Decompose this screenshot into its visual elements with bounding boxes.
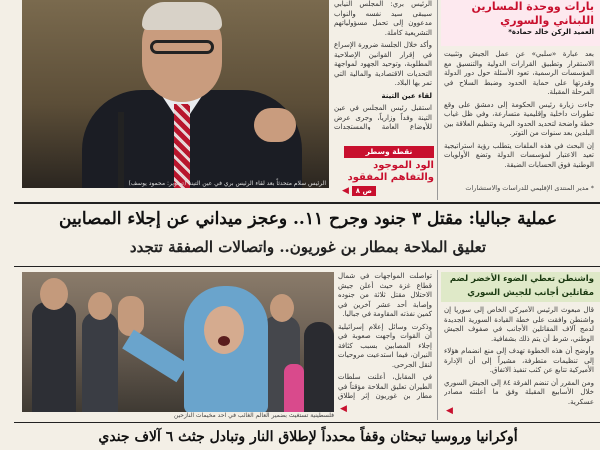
photo-figure-man bbox=[32, 302, 76, 412]
top-middle-paragraph: استقبل رئيس المجلس في عين التينة وفداً وزارياً، وجرى عرض للأوضاع العامة والمستجدات bbox=[334, 104, 432, 130]
photo-figure-face bbox=[270, 294, 294, 322]
middle-article-body bbox=[338, 272, 432, 402]
right-headline-1: واشنطن تعطي الضوء الأخضر لضم bbox=[449, 274, 594, 284]
bottom-photo bbox=[22, 272, 334, 412]
right-headline-2: مقاتلين أجانب للجيش السوري bbox=[467, 288, 594, 298]
top-right-headline-1: بارات ووحدة المسارين bbox=[471, 0, 594, 13]
top-right-paragraph: بعد عبارة «سلبي» عن عمل الجيش وتثبيت الاستقرار وتطبيق القرارات الدولية والتنسيق مع المؤسسات الرسمية، تعود الأسئلة حول دور الدولة وقدرتها على حماية الحدود وضبط السلاح في المرحلة المقبلة. bbox=[444, 50, 594, 96]
right-more-link[interactable] bbox=[446, 406, 453, 416]
bottom-headline[interactable]: أوكرانيا وروسيا تبحثان وقفاً محدداً لإطلاق النار وتبادل جثث ٦ آلاف جندي bbox=[98, 429, 518, 445]
top-photo bbox=[22, 0, 329, 188]
top-right-headline-box bbox=[441, 0, 600, 46]
section-rule bbox=[14, 422, 600, 423]
top-right-byline: العميد الركن خالد حمادة* bbox=[508, 28, 594, 36]
top-middle-subhead: لقاء عين التينة bbox=[381, 91, 432, 100]
top-right-headline-2: اللبناني والسوري bbox=[500, 14, 594, 27]
middle-paragraph: وذكرت وسائل إعلام إسرائيلية أن القوات واجهت صعوبة في إجلاء المصابين بسبب كثافة النيران، فيما استدعيت مروحيات لنقل الجرحى. bbox=[338, 322, 432, 369]
photo-figure-man bbox=[304, 322, 334, 412]
photo-figure-hand bbox=[254, 108, 296, 142]
photo-raised-hand bbox=[118, 296, 144, 336]
right-headline-box bbox=[441, 272, 600, 302]
top-photo-caption: الرئيس سلام متحدثاً بعد لقاء الرئيس بري في عين التينة (تصوير: محمود يوسف) bbox=[128, 180, 326, 187]
arrow-left-icon: ◀ bbox=[340, 404, 347, 414]
top-right-paragraph: جاءت زيارة رئيس الحكومة إلى دمشق على وقع تطورات داخلية وإقليمية متسارعة، وفي ظل غياب خطة واضحة لتحديد الحدود البرية وتنظيم العلاقة بين البلدين بعد سنوات من التوتر. bbox=[444, 100, 594, 137]
photo-child bbox=[284, 364, 304, 412]
photo-arm bbox=[122, 330, 188, 383]
arrow-left-icon: ◀ bbox=[446, 406, 453, 416]
photo-figure-face bbox=[88, 292, 112, 320]
right-paragraph: قال مبعوث الرئيس الأميركي الخاص إلى سوريا إن واشنطن وافقت على خطة القيادة السورية الجديدة لدمج آلاف المقاتلين الأجانب في صفوف الجيش الوطني، شرط أن يتم ذلك بشفافية. bbox=[444, 306, 594, 343]
column-divider bbox=[437, 270, 438, 420]
promo-line-2: والتفاهم المفقود bbox=[347, 172, 434, 183]
photo-woman-mouth bbox=[218, 336, 230, 346]
column-divider bbox=[437, 0, 438, 200]
top-middle-column bbox=[334, 0, 432, 130]
top-right-footnote: * مدير المنتدى الإقليمي للدراسات والاستشارات bbox=[465, 184, 594, 192]
photo-microphone bbox=[118, 112, 124, 188]
top-right-paragraph: إن البحث في هذه الملفات يتطلب رؤية استراتيجية تعيد الاعتبار لمؤسسات الدولة وتضع الأولويات الوطنية فوق الحسابات الضيقة. bbox=[444, 141, 594, 169]
right-article-body bbox=[444, 306, 594, 406]
top-middle-paragraph: الرئيس بري: المجلس النيابي سيبقى سيد نفسه والنواب مدعوون إلى تحمل مسؤولياتهم التشريعية كاملة. bbox=[334, 0, 432, 37]
photo-figure-man bbox=[82, 312, 118, 412]
right-paragraph: وأوضح أن هذه الخطوة تهدف إلى منع انضمام هؤلاء إلى تنظيمات متطرفة، مشيراً إلى أن الإدارة الأميركية تتابع عن كثب تنفيذ الاتفاق. bbox=[444, 347, 594, 374]
section-rule bbox=[14, 202, 600, 204]
top-middle-paragraph: وأكد خلال الجلسة ضرورة الإسراع في إقرار القوانين الإصلاحية المطلوبة، وتوحيد الجهود لمواجهة التحديات الاقتصادية والمالية التي تمر بها البلاد. bbox=[334, 41, 432, 87]
photo-figure-tie bbox=[174, 104, 190, 188]
right-paragraph: ومن المقرر أن تنضم الفرقة ٨٤ إلى الجيش السوري خلال الأسابيع المقبلة وفق ما أعلنته مصادر عسكرية. bbox=[444, 378, 594, 406]
section-rule bbox=[14, 266, 600, 267]
sub-headline[interactable]: تعليق الملاحة بمطار بن غوريون.. واتصالات الصفقة تتجدد bbox=[129, 238, 487, 256]
promo-line-1: الود الموجود bbox=[373, 160, 434, 171]
photo-figure-face bbox=[40, 278, 68, 310]
photo-figure-glasses bbox=[150, 40, 214, 54]
top-right-body bbox=[444, 50, 594, 182]
promo-page-number[interactable]: ص ٨ bbox=[352, 186, 376, 196]
main-headline[interactable]: عملية جباليا: مقتل ٣ جنود وجرح ١١.. وعجز ميداني عن إجلاء المصابين bbox=[59, 209, 557, 229]
promo-label: نقطة وسطر bbox=[344, 146, 434, 158]
middle-paragraph: تواصلت المواجهات في شمال قطاع غزة حيث أعلن جيش الاحتلال مقتل ثلاثة من جنوده وإصابة أحد عشر آخرين في كمين نفذته المقاومة في جباليا. bbox=[338, 272, 432, 318]
middle-more-link[interactable] bbox=[340, 404, 347, 414]
bottom-photo-caption: فلسطينية تستغيث بضمير العالم الغائب في احد مخيمات النازحين bbox=[173, 412, 334, 419]
arrow-left-icon: ◀ bbox=[342, 186, 349, 196]
photo-woman-face bbox=[204, 306, 244, 354]
middle-paragraph: في المقابل، أعلنت سلطات الطيران تعليق الملاحة مؤقتاً في مطار بن غوريون إثر إطلاق bbox=[338, 373, 432, 400]
photo-figure-hair bbox=[142, 2, 222, 30]
promo-page-ref bbox=[342, 186, 402, 196]
